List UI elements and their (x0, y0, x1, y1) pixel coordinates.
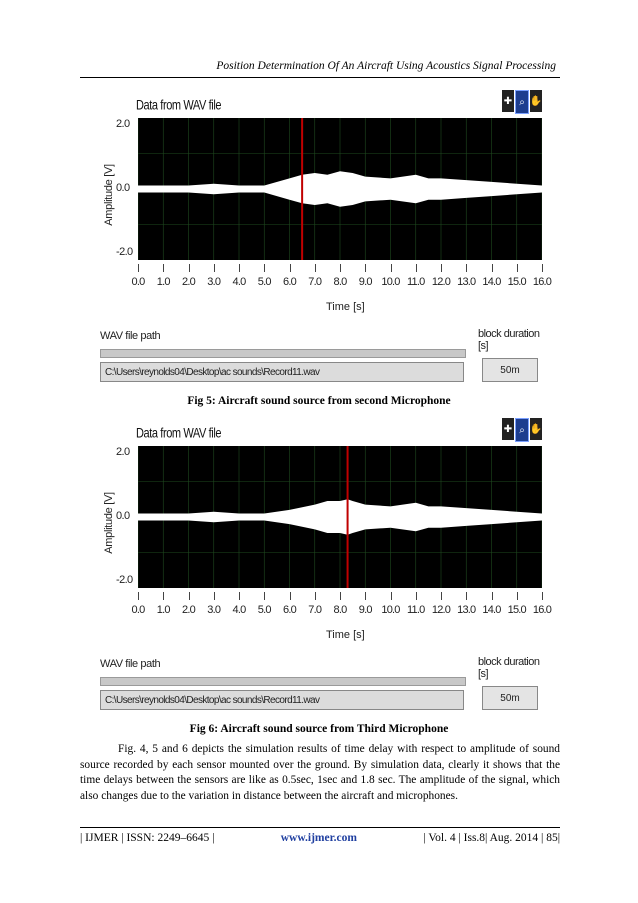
fig5-xtick-mark (365, 264, 366, 272)
fig5-xtick-label: 6.0 (283, 276, 296, 288)
fig6-xtick-label: 16.0 (532, 604, 552, 616)
fig6-xtick-mark (239, 592, 240, 600)
fig5-xtick-label: 0.0 (131, 276, 145, 288)
fig5-y-axis-label: Amplitude [V] (103, 164, 115, 226)
fig6-xtick-label: 0.0 (131, 604, 145, 616)
fig6-xtick-mark (517, 592, 518, 600)
fig5-xtick-label: 8.0 (333, 276, 347, 288)
pan-hand-icon[interactable]: ✋ (530, 418, 542, 440)
fig6-xtick-mark (340, 592, 341, 600)
fig6-xtick-label: 12.0 (431, 604, 451, 616)
fig5-xtick-label: 14.0 (482, 276, 501, 288)
fig5-xtick-mark (492, 264, 493, 272)
fig5-x-axis-label: Time [s] (326, 301, 365, 313)
fig5-block-duration-field[interactable]: 50m (482, 358, 538, 382)
fig6-xtick-mark (441, 592, 442, 600)
fig5-xtick-label: 3.0 (207, 276, 221, 288)
fig5-waveform (138, 118, 542, 260)
fig6-panel-title: Data from WAV file (136, 426, 222, 441)
fig5-ytick: -2.0 (116, 246, 133, 258)
fig5-xtick-label: 9.0 (358, 276, 372, 288)
fig6-caption: Fig 6: Aircraft sound source from Third Microphone (189, 723, 449, 735)
fig5-xtick-mark (214, 264, 215, 272)
fig6-ytick: -2.0 (116, 574, 133, 586)
fig6-panel (96, 418, 550, 716)
zoom-icon[interactable]: ⌕ (515, 418, 529, 442)
pan-hand-icon[interactable]: ✋ (530, 90, 542, 112)
fig6-xtick-mark (466, 592, 467, 600)
fig6-block-duration-field[interactable]: 50m (482, 686, 538, 710)
fig6-block-duration-label: block duration [s] (478, 656, 540, 680)
fig5-xtick-mark (542, 264, 543, 272)
fig6-y-axis-label: Amplitude [V] (103, 492, 115, 554)
fig5-xtick-mark (138, 264, 139, 272)
fig5-xtick-mark (517, 264, 518, 272)
fig6-waveform (138, 446, 542, 588)
fig6-xtick-mark (290, 592, 291, 600)
fig5-xtick-label: 13.0 (457, 276, 476, 288)
fig5-xtick-mark (239, 264, 240, 272)
fig6-xtick-label: 9.0 (358, 604, 372, 616)
fig6-wav-path-scrollbar[interactable] (100, 677, 466, 686)
fig6-xtick-label: 14.0 (482, 604, 501, 616)
fig6-xtick-label: 15.0 (507, 604, 526, 616)
fig6-xtick-mark (189, 592, 190, 600)
fig6-xtick-label: 10.0 (381, 604, 400, 616)
fig5-xtick-mark (264, 264, 265, 272)
fig6-graph-palette (502, 418, 542, 442)
fig5-panel-title: Data from WAV file (136, 98, 222, 113)
footer-rule (80, 827, 560, 828)
fig6-xtick-label: 8.0 (333, 604, 347, 616)
body-paragraph: Fig. 4, 5 and 6 depicts the simulation results of time delay with respect to amplitude of sound source recorded by each sensor mounted over the ground. By simulation data, clearly it shows that the time delays between the sensors are like as 0.5sec, 1sec and 1.8 sec. The amplitude of the signal, which also changes due to the variation in distance between the aircraft and microphones. (80, 743, 560, 802)
fig5-xtick-label: 12.0 (431, 276, 451, 288)
fig6-plot-area[interactable] (138, 446, 542, 588)
fig5-xtick-label: 11.0 (407, 276, 425, 288)
fig5-panel (96, 90, 550, 388)
fig5-xtick-label: 16.0 (532, 276, 552, 288)
fig6-xtick-label: 3.0 (207, 604, 221, 616)
fig6-xtick-mark (542, 592, 543, 600)
fig6-xtick-label: 13.0 (457, 604, 476, 616)
fig5-xtick-mark (315, 264, 316, 272)
fig6-xtick-mark (391, 592, 392, 600)
fig5-xtick-mark (340, 264, 341, 272)
fig5-xtick-mark (391, 264, 392, 272)
fig5-xtick-mark (466, 264, 467, 272)
zoom-icon[interactable]: ⌕ (515, 90, 529, 114)
fig5-xtick-label: 10.0 (381, 276, 400, 288)
fig5-xtick-label: 2.0 (182, 276, 195, 288)
fig5-xtick-label: 15.0 (507, 276, 526, 288)
fig6-x-axis-label: Time [s] (326, 629, 365, 641)
fig6-wav-path-field[interactable]: C:\Users\reynolds04\Desktop\ac sounds\Record11.wav (100, 690, 464, 710)
fig6-xtick-label: 1.0 (156, 604, 170, 616)
footer-journal-info: | IJMER | ISSN: 2249–6645 | (80, 832, 215, 844)
cursor-move-icon[interactable]: ✚ (502, 418, 514, 440)
fig5-x-ticks (131, 276, 552, 290)
fig5-ytick: 0.0 (116, 182, 130, 194)
fig5-xtick-label: 7.0 (308, 276, 322, 288)
fig6-wav-path-label: WAV file path (100, 658, 161, 670)
fig6-xtick-mark (264, 592, 265, 600)
footer-website-link[interactable]: www.ijmer.com (280, 832, 357, 844)
fig6-xtick-mark (315, 592, 316, 600)
fig5-ytick: 2.0 (116, 118, 130, 130)
fig5-xtick-mark (189, 264, 190, 272)
fig5-wav-path-label: WAV file path (100, 330, 161, 342)
fig6-xtick-mark (365, 592, 366, 600)
fig5-xtick-mark (290, 264, 291, 272)
fig6-xtick-mark (138, 592, 139, 600)
fig6-xtick-label: 4.0 (232, 604, 246, 616)
fig6-xtick-mark (492, 592, 493, 600)
fig5-xtick-label: 5.0 (257, 276, 271, 288)
fig5-block-duration-label: block duration [s] (478, 328, 540, 352)
fig5-xtick-label: 4.0 (232, 276, 246, 288)
fig6-xtick-mark (214, 592, 215, 600)
fig6-ytick: 0.0 (116, 510, 130, 522)
fig5-xtick-mark (441, 264, 442, 272)
fig5-xtick-mark (416, 264, 417, 272)
fig5-xtick-mark (163, 264, 164, 272)
header-rule (80, 77, 560, 78)
fig6-xtick-label: 6.0 (283, 604, 296, 616)
fig6-xtick-mark (416, 592, 417, 600)
fig6-xtick-label: 11.0 (407, 604, 425, 616)
fig6-xtick-label: 2.0 (182, 604, 195, 616)
fig6-ytick: 2.0 (116, 446, 130, 458)
footer-volume-info: | Vol. 4 | Iss.8| Aug. 2014 | 85| (423, 832, 560, 844)
fig6-xtick-label: 7.0 (308, 604, 322, 616)
running-header: Position Determination Of An Aircraft Using Acoustics Signal Processing (216, 60, 556, 72)
page-footer (80, 832, 560, 844)
fig6-x-ticks (131, 604, 552, 618)
fig6-xtick-mark (163, 592, 164, 600)
fig5-graph-palette (502, 90, 542, 114)
fig5-caption: Fig 5: Aircraft sound source from second Microphone (187, 395, 451, 407)
fig5-xtick-label: 1.0 (156, 276, 170, 288)
fig5-wav-path-field[interactable]: C:\Users\reynolds04\Desktop\ac sounds\Record11.wav (100, 362, 464, 382)
fig5-wav-path-scrollbar[interactable] (100, 349, 466, 358)
fig5-plot-area[interactable] (138, 118, 542, 260)
fig6-xtick-label: 5.0 (257, 604, 271, 616)
cursor-move-icon[interactable]: ✚ (502, 90, 514, 112)
